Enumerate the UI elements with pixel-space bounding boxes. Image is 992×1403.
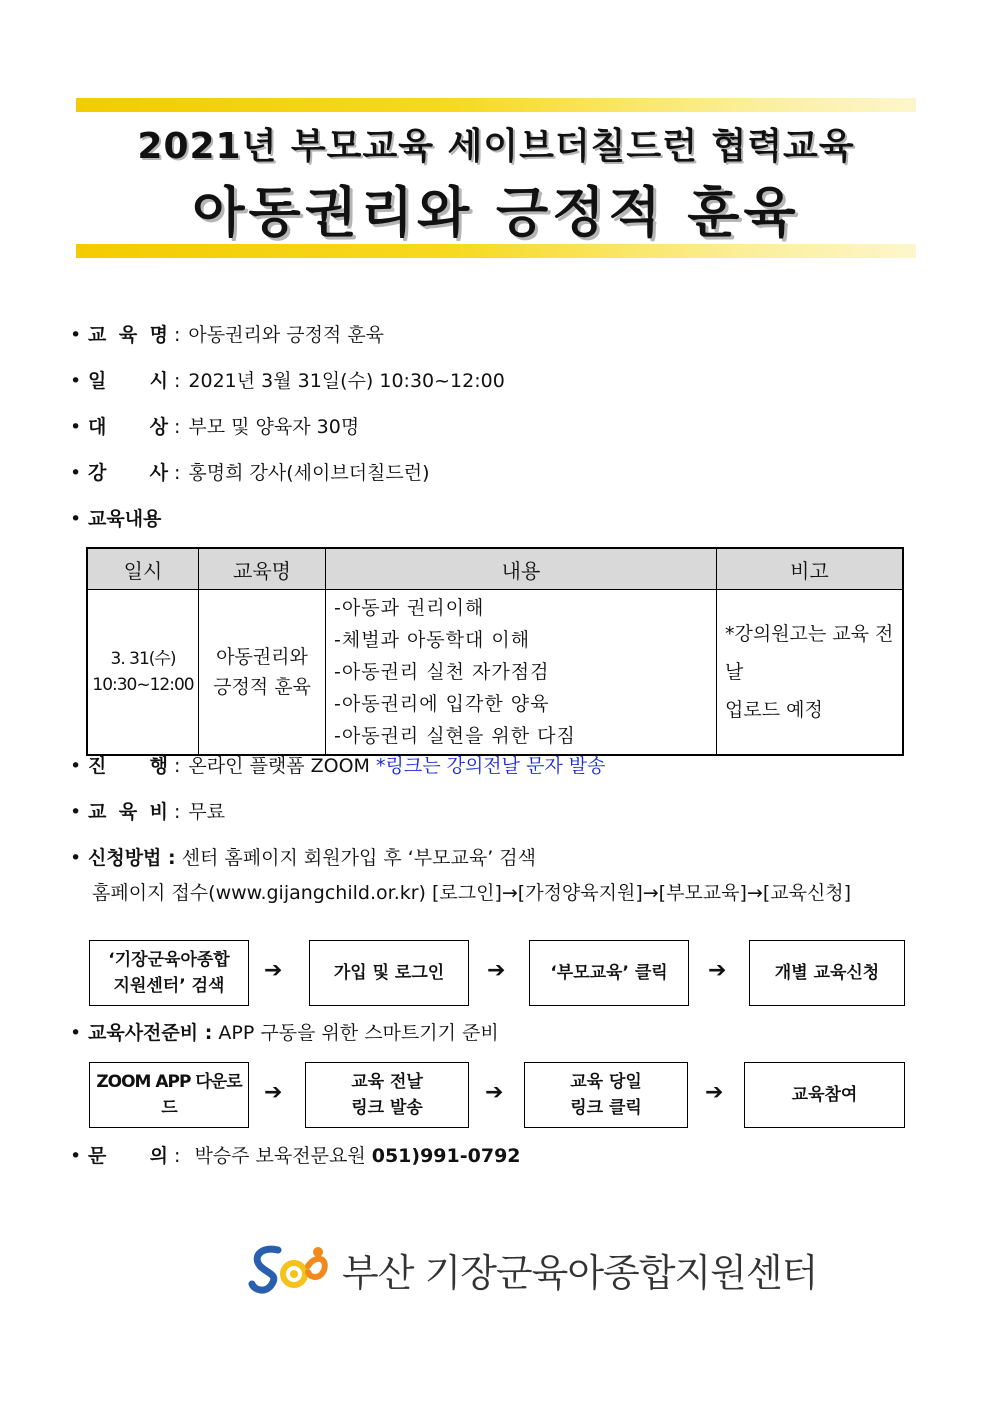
info-content-row [70,506,161,532]
arrow-right-icon: ➔ [485,1080,504,1105]
table-row [87,590,903,756]
bullet: • [70,1145,82,1167]
flow1-step-click: ‘부모교육’ 클릭 [529,940,689,1006]
name-line: 아동권리와 [216,646,308,668]
info-fee-label: 교 육 비 [88,801,168,823]
table-cell-content [326,590,717,756]
step-line: 링크 발송 [351,1098,423,1118]
step-line: 교육 전날 [351,1072,423,1092]
info-contact-value: 박승주 보육전문요원 [194,1145,366,1167]
schedule-table [86,547,904,756]
content-item: -아동권리에 입각한 양육 [334,693,550,715]
arrow-right-icon: ➔ [264,1080,283,1105]
content-item: -체벌과 아동학대 이해 [334,629,531,651]
info-prep-label: 교육사전준비 : [88,1022,213,1044]
info-apply-value: 센터 홈페이지 회원가입 후 ‘부모교육’ 검색 [181,847,536,869]
info-progress-value: 온라인 플랫폼 ZOOM [188,755,370,777]
step-line: ‘기장군육아종합 [108,950,230,970]
header-subtitle: 2021년 부모교육 세이브더칠드런 협력교육 [137,126,855,167]
content-item: -아동권리 실현을 위한 다짐 [334,725,576,747]
info-apply-row [70,845,536,871]
bullet: • [70,508,82,530]
info-contact-label: 문 의 [88,1145,168,1167]
info-apply-sub: 홈페이지 접수(www.gijangchild.or.kr) [로그인]→[가정양육지원]→[부모교육]→[교육신청] [92,882,852,904]
content-item: -아동권리 실천 자가점검 [334,661,550,683]
table-cell-name [199,590,326,756]
table-header-content: 내용 [326,548,717,590]
header-title: 아동권리와 긍정적 훈육 [192,181,800,244]
bullet: • [70,847,82,869]
info-date-label: 일 시 [88,370,168,392]
info-target-value: 부모 및 양육자 30명 [188,416,360,438]
step-line: 링크 클릭 [570,1098,642,1118]
note-line: *강의원고는 교육 전날 [725,623,894,683]
name-line: 긍정적 훈육 [213,676,311,698]
info-fee-value: 무료 [188,801,226,823]
info-target-label: 대 상 [88,416,168,438]
info-name-value: 아동권리와 긍정적 훈육 [188,324,385,346]
info-contact-row: • 문 의 : 박승주 보육전문요원 051)991-0792 [70,1145,521,1167]
info-name-row: • 교 육 명 : 아동권리와 긍정적 훈육 [70,324,385,346]
header-bottom-bar [76,244,916,258]
info-content-label: 교육내용 [88,508,162,530]
arrow-right-icon: ➔ [487,958,506,983]
info-progress-note: *링크는 강의전날 문자 발송 [375,755,606,777]
bullet: • [70,755,82,777]
note-line: 업로드 예정 [725,699,823,721]
header-top-bar [76,98,916,112]
bullet: • [70,324,82,346]
step-line: 지원센터’ 검색 [113,976,225,996]
bullet: • [70,462,82,484]
info-progress-label: 진 행 [88,755,168,777]
info-progress-row: • 진 행 : 온라인 플랫폼 ZOOM *링크는 강의전날 문자 발송 [70,755,606,777]
footer-logo [248,1242,817,1297]
table-header-date: 일시 [87,548,199,590]
flow2-step-download: ZOOM APP 다운로드 [89,1062,249,1128]
flow2-step-link-send [305,1062,469,1128]
time-line: 10:30~12:00 [92,675,194,695]
info-apply-label: 신청방법 : [88,847,176,869]
info-fee-row: • 교 육 비 : 무료 [70,801,226,823]
flow1-step-login: 가입 및 로그인 [309,940,469,1006]
flow2-step-join: 교육참여 [744,1062,905,1128]
table-header-note: 비고 [717,548,904,590]
date-line: 3. 31(수) [110,649,176,669]
info-date-row: • 일 시 : 2021년 3월 31일(수) 10:30~12:00 [70,370,505,392]
arrow-right-icon: ➔ [708,958,727,983]
table-cell-note [717,590,904,756]
arrow-right-icon: ➔ [705,1080,724,1105]
table-header-row [87,548,903,590]
bullet: • [70,1022,82,1044]
info-prep-value: APP 구동을 위한 스마트기기 준비 [218,1022,499,1044]
info-contact-phone: 051)991-0792 [371,1145,521,1167]
table-header-name: 교육명 [199,548,326,590]
flow1-step-search [89,940,249,1006]
arrow-right-icon: ➔ [264,958,283,983]
info-lecturer-value: 홍명희 강사(세이브더칠드런) [188,462,430,484]
bullet: • [70,416,82,438]
center-logo-icon [248,1244,332,1296]
flow1-step-apply: 개별 교육신청 [749,940,905,1006]
content-item: -아동과 권리이해 [334,597,485,619]
info-prep-row [70,1020,499,1046]
info-lecturer-label: 강 사 [88,462,168,484]
flow2-step-link-click [524,1062,688,1128]
info-lecturer-row: • 강 사 : 홍명희 강사(세이브더칠드런) [70,462,430,484]
footer-org-name: 부산 기장군육아종합지원센터 [342,1251,818,1295]
bullet: • [70,370,82,392]
step-line: 교육 당일 [570,1072,642,1092]
info-name-label: 교 육 명 [88,324,168,346]
bullet: • [70,801,82,823]
info-date-value: 2021년 3월 31일(수) 10:30~12:00 [188,370,505,392]
table-cell-date [87,590,199,756]
info-target-row: • 대 상 : 부모 및 양육자 30명 [70,416,360,438]
